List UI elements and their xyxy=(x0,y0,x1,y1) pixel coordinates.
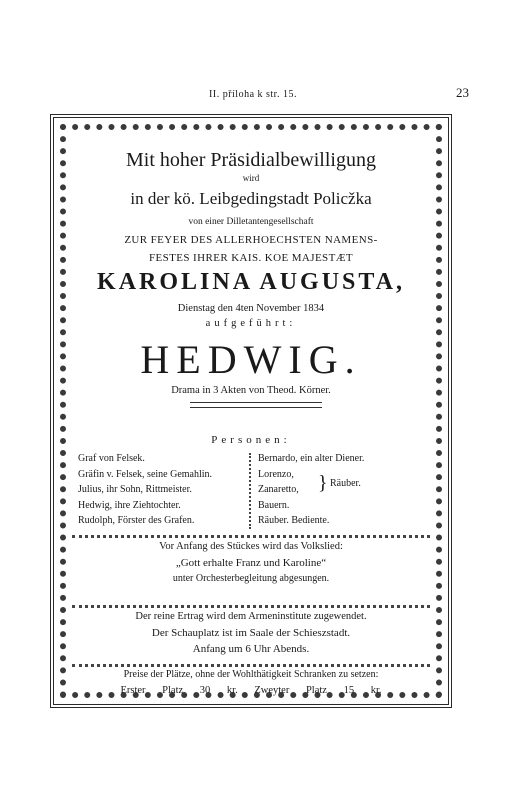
cast-item: Räuber. Bediente. xyxy=(258,515,330,526)
performed-label: aufgeführt: xyxy=(205,318,297,329)
cast-item: Hedwig, ihre Ziehtochter. xyxy=(78,499,181,511)
prices-heading: Preise der Plätze, ohne der Wohlthätigkeit Schranken zu setzen: xyxy=(123,669,379,680)
occasion-line-2: FESTES IHRER KAIS. KOE MAJESTÆT xyxy=(149,252,353,264)
poster-content xyxy=(72,136,430,696)
ornament-divider xyxy=(72,664,430,667)
poster-frame xyxy=(50,114,452,708)
play-subtitle: Drama in 3 Akten von Theod. Körner. xyxy=(171,385,331,396)
page-number: 23 xyxy=(456,85,469,100)
song-note: unter Orchesterbegleitung abgesungen. xyxy=(172,573,330,584)
cast-column-left xyxy=(78,451,248,529)
song-intro: Vor Anfang des Stückes wird das Volkslied: xyxy=(159,541,343,552)
honoree-name: KAROLINA AUGUSTA, xyxy=(97,269,405,295)
cast-item: Julius, ihr Sohn, Rittmeister. xyxy=(78,484,192,495)
cast-item: Bauern. xyxy=(258,499,290,511)
persons-heading: Personen: xyxy=(211,434,291,446)
cast-item: Lorenzo, xyxy=(258,468,294,480)
bracket-label: Räuber. xyxy=(330,478,361,489)
venue-line: Der Schauplatz ist im Saale der Schieszstadt. xyxy=(151,627,351,639)
proceeds-line: Der reine Ertrag wird dem Armeninstitute zugewendet. xyxy=(135,611,367,622)
ornament-divider xyxy=(72,535,430,538)
play-title: HEDWIG. xyxy=(140,337,362,382)
wird-line: wird xyxy=(242,173,260,183)
society-line: von einer Dilletantengesellschaft xyxy=(188,217,314,227)
cast-item: Rudolph, Förster des Grafen. xyxy=(78,515,195,526)
title-rule xyxy=(190,402,322,408)
cast-item: Bernardo, ein alter Diener. xyxy=(258,453,365,464)
bracket-brace: } xyxy=(318,472,328,494)
cast-item: Graf von Felsek. xyxy=(78,453,145,464)
page-reference: II. příloha k str. 15. xyxy=(209,89,297,100)
performance-date: Dienstag den 4ten November 1834 xyxy=(177,303,325,314)
column-divider xyxy=(249,453,251,529)
occasion-line-1: ZUR FEYER DES ALLERHOECHSTEN NAMENS- xyxy=(124,234,378,246)
permission-line: Mit hoher Präsidialbewilligung xyxy=(126,149,376,171)
cast-item: Gräfin v. Felsek, seine Gemahlin. xyxy=(78,468,213,480)
ornament-divider xyxy=(72,605,430,608)
cast-item: Zanaretto, xyxy=(258,484,299,495)
town-line: in der kö. Leibgedingstadt Policžka xyxy=(130,189,372,208)
song-title: „Gott erhalte Franz und Karoline“ xyxy=(175,557,327,569)
start-time: Anfang um 6 Uhr Abends. xyxy=(192,643,310,655)
prices-line: Erster Platz 30 kr. Zweyter Platz 15 kr. xyxy=(120,685,382,696)
